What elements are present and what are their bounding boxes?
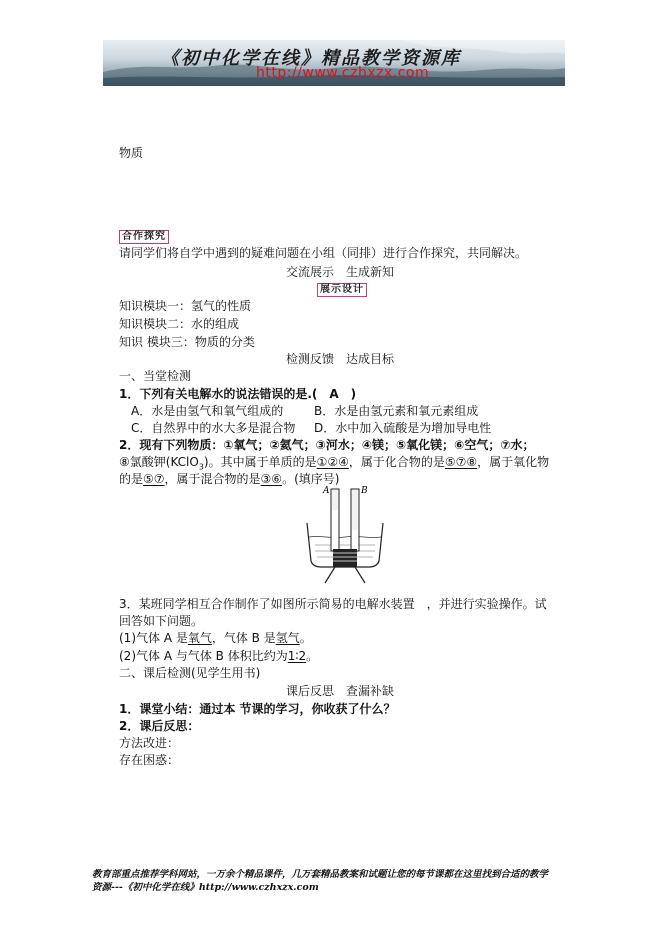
header-banner xyxy=(103,40,565,86)
answer-blank: 1∶2 xyxy=(287,649,307,663)
heading-jiance: 检测反馈 达成目标 xyxy=(286,352,395,366)
question-3-text: (1)气体 A 是 xyxy=(119,631,188,645)
text-hezuo: 请同学们将自学中遇到的疑难问题在小组（同排）进行合作探究，共同解决。 xyxy=(119,246,528,260)
question-1-stem: 1．下列有关电解水的说法错误的是.( A ) xyxy=(119,387,357,401)
text-module-3: 知识 模块三：物质的分类 xyxy=(119,335,255,349)
reflection-1: 1．课堂小结：通过本 节课的学习，你收获了什么？ xyxy=(119,702,396,716)
heading-jiaoliu: 交流展示 生成新知 xyxy=(286,265,395,279)
question-2-text: ⑧氯酸钾(KClO xyxy=(119,455,199,469)
question-1-option-d: D．水中加入硫酸是为增加导电性 xyxy=(314,421,492,435)
reflection-doubts: 存在困惑： xyxy=(119,753,180,767)
reflection-2: 2．课后反思： xyxy=(119,719,200,733)
question-1-option-b: B．水是由氢元素和氧元素组成 xyxy=(314,404,479,418)
question-1-option-a: A．水是由氢气和氧气组成的 xyxy=(131,404,284,418)
question-3-line-2: 回答如下问题。 xyxy=(119,614,204,628)
question-3-sub-2 xyxy=(119,648,318,664)
question-2-text: 。(填序号) xyxy=(282,472,340,486)
question-3-text: (2)气体 A 与气体 B 体积比约为 xyxy=(119,649,288,663)
footer-line-1: 教育部重点推荐学科网站，一万余个精品课件，几万套精品教案和试题让您的每节课都在这里找到合适的教学 xyxy=(92,869,549,880)
question-3-sub-1 xyxy=(119,630,312,646)
banner-title: 《初中化学在线》精品教学资源库 xyxy=(161,48,461,69)
answer-blank: ③⑥ xyxy=(260,472,283,486)
question-3-text: 。 xyxy=(299,631,312,645)
tube-label-b: B xyxy=(361,486,368,496)
heading-section-2: 二、课后检测(见学生用书) xyxy=(119,666,261,680)
question-3-text: ，气体 B 是 xyxy=(211,631,276,645)
section-tag-zhanshi: 展示设计 xyxy=(317,283,367,297)
answer-blank: ⑤⑦ xyxy=(143,472,165,486)
question-3-line-1: 3．某班同学相互合作制作了如图所示简易的电解水装置 ，并进行实验操作。试 xyxy=(119,597,547,611)
footer-line-2[interactable]: 资源---《初中化学在线》http://www.czhxzx.com xyxy=(92,882,319,893)
text-module-1: 知识模块一：氢气的性质 xyxy=(119,299,252,313)
tube-label-a: A xyxy=(323,486,330,496)
banner-url[interactable]: http://www.czhxzx.com xyxy=(256,65,430,81)
answer-blank: 氢气 xyxy=(275,631,300,645)
question-2-text: 2．现有下列物质：①氧气；②氦气；③河水；④镁；⑤氧化镁；⑥空气；⑦水； xyxy=(119,438,535,452)
answer-blank: ①②④ xyxy=(316,455,349,469)
answer-blank: ⑤⑦⑧ xyxy=(444,455,478,469)
electrolysis-apparatus-figure xyxy=(301,483,389,589)
heading-section-1: 一、当堂检测 xyxy=(119,369,192,383)
question-2-text: 的是 xyxy=(119,472,144,486)
section-tag-hezuo: 合作探究 xyxy=(119,230,169,244)
question-2-text: ，属于氧化物 xyxy=(477,455,550,469)
text-module-2: 知识模块二：水的组成 xyxy=(119,317,240,331)
text-wuzhi: 物质 xyxy=(119,146,144,160)
question-2-line-1 xyxy=(119,437,534,453)
reflection-method: 方法改进： xyxy=(119,736,180,750)
question-2-text: ，属于化合物的是 xyxy=(348,455,445,469)
question-2-text: )。其中属于单质的是 xyxy=(203,455,317,469)
answer-blank: 氧气 xyxy=(187,631,212,645)
question-1-option-c: C．自然界中的水大多是混合物 xyxy=(131,421,296,435)
heading-kehou: 课后反思 查漏补缺 xyxy=(286,684,395,698)
question-2-text: ，属于混合物的是 xyxy=(164,472,261,486)
subscript: 3 xyxy=(198,462,204,472)
page-footer xyxy=(92,868,572,894)
question-3-text: 。 xyxy=(306,649,319,663)
